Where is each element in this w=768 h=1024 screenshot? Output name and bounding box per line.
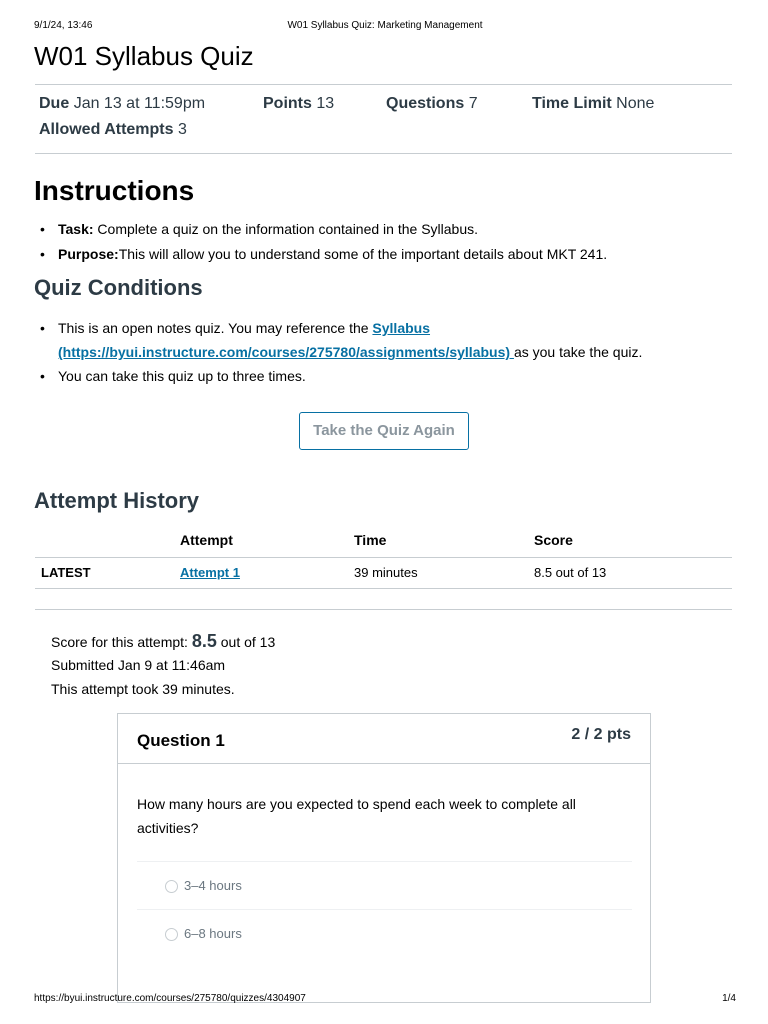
list-item: • This is an open notes quiz. You may reference the Syllabus (https://byui.instructure.com/courses/275780/assignments/syllabus) as you take the quiz. — [40, 316, 732, 364]
table-row — [35, 557, 732, 588]
attempt-score: Score for this attempt: 8.5 out of 13 — [51, 631, 276, 651]
instructions-list — [40, 220, 732, 270]
list-item: • Task: Complete a quiz on the information contained in the Syllabus. — [40, 220, 732, 245]
answer-label: 3–4 hours — [184, 878, 242, 893]
print-footer — [34, 993, 736, 1005]
attempt-1-link[interactable]: Attempt 1 — [180, 565, 240, 580]
quiz-conditions-heading: Quiz Conditions — [34, 275, 203, 300]
list-item: • You can take this quiz up to three times. — [40, 364, 732, 388]
time-cell: 39 minutes — [354, 557, 534, 588]
answer-label: 6–8 hours — [184, 926, 242, 941]
attempt-cell — [180, 557, 354, 588]
divider — [35, 84, 732, 85]
conditions-list — [40, 316, 732, 388]
score-cell: 8.5 out of 13 — [534, 557, 732, 588]
answer-option[interactable] — [137, 909, 632, 957]
divider — [35, 153, 732, 154]
allowed-attempts-detail: Allowed Attempts 3 — [39, 121, 187, 138]
latest-label: LATEST — [35, 557, 180, 588]
divider — [35, 609, 732, 610]
question-header — [118, 714, 650, 764]
print-page-title: W01 Syllabus Quiz: Marketing Management — [287, 20, 483, 31]
column-header — [35, 524, 180, 557]
attempt-duration: This attempt took 39 minutes. — [51, 681, 235, 697]
attempt-history-heading: Attempt History — [34, 488, 200, 513]
take-quiz-again-button[interactable]: Take the Quiz Again — [299, 412, 469, 450]
question-text: How many hours are you expected to spend each week to complete all activities? — [137, 796, 576, 836]
attempt-submitted: Submitted Jan 9 at 11:46am — [51, 657, 226, 673]
due-detail: Due Jan 13 at 11:59pm — [39, 95, 206, 112]
print-timestamp: 9/1/24, 13:46 — [34, 20, 93, 31]
syllabus-link[interactable]: Syllabus (https://byui.instructure.com/courses/275780/assignments/syllabus) — [58, 320, 514, 360]
list-item: • Purpose:This will allow you to understand some of the important details about MKT 241. — [40, 245, 732, 270]
time-limit-detail: Time Limit None — [532, 95, 655, 112]
radio-icon[interactable] — [165, 880, 178, 893]
questions-detail: Questions 7 — [386, 95, 478, 112]
instructions-heading: Instructions — [34, 175, 195, 206]
column-header: Time — [354, 524, 534, 557]
question-card — [117, 713, 651, 1003]
table-header-row — [35, 524, 732, 557]
answer-option[interactable] — [137, 861, 632, 909]
question-points: 2 / 2 pts — [571, 726, 631, 743]
column-header: Score — [534, 524, 732, 557]
question-title: Question 1 — [137, 731, 225, 750]
page-title: W01 Syllabus Quiz — [34, 41, 254, 71]
points-detail: Points 13 — [263, 95, 335, 112]
column-header: Attempt — [180, 524, 354, 557]
print-page-number: 1/4 — [722, 993, 736, 1004]
print-url: https://byui.instructure.com/courses/275780/quizzes/4304907 — [34, 993, 306, 1004]
attempt-history-table — [35, 524, 732, 589]
print-header — [34, 20, 736, 32]
attempt-summary — [51, 629, 275, 701]
radio-icon[interactable] — [165, 928, 178, 941]
